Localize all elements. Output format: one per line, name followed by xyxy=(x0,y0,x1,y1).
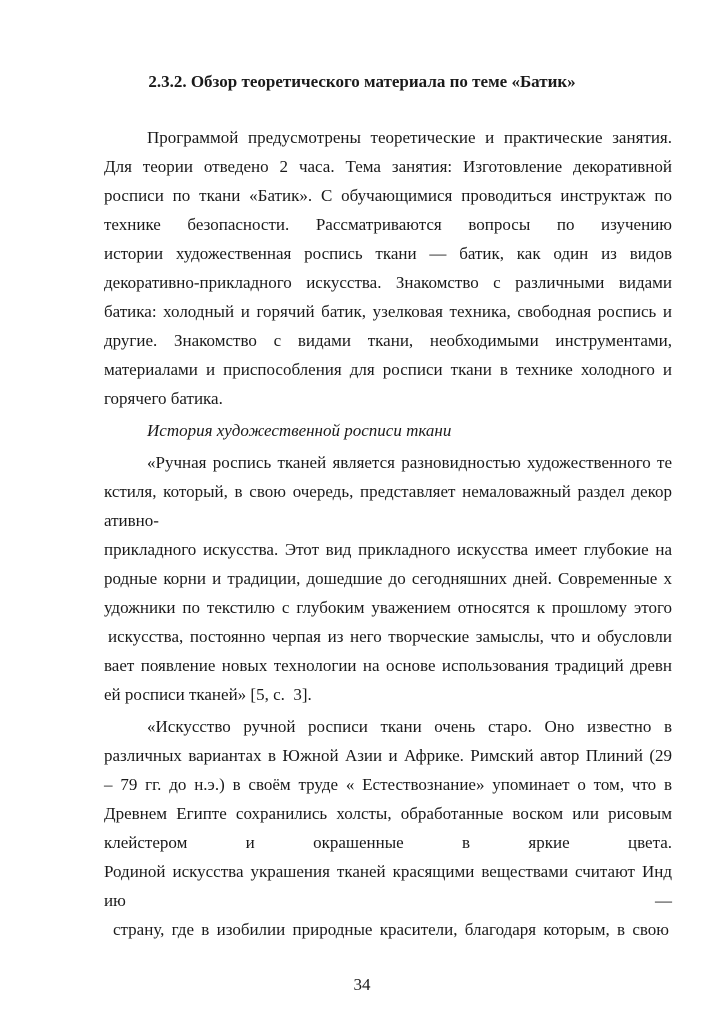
text-line: родные корни и традиции, дошедшие до сегодняшних дней. Современные х xyxy=(104,569,672,588)
text-line: горячего батика. xyxy=(104,389,223,408)
text-line: Древнем Египте сохранились холсты, обработанные воском или рисовым xyxy=(104,804,672,823)
text-line: декоративно-прикладного искусства. Знакомство с различными видами xyxy=(104,273,672,292)
text-line: страну, где в изобилии природные красители, благодаря которым, в свою xyxy=(113,920,669,939)
text-line: прикладного искусства. Этот вид прикладного искусства имеет глубокие на xyxy=(104,540,672,559)
text-line: «Искусство ручной росписи ткани очень старо. Оно известно в xyxy=(147,717,672,736)
text-line: вает появление новых технологии на основе использования традиций древн xyxy=(104,656,672,675)
text-line: батика: холодный и горячий батик, узелковая техника, свободная роспись и xyxy=(104,302,672,321)
subheading: История художественной росписи ткани xyxy=(147,421,452,440)
text-line: ию — xyxy=(104,891,672,910)
text-line: клейстером и окрашенные в яркие цвета. xyxy=(104,833,672,852)
text-line: искусства, постоянно черпая из него творческие замыслы, что и обусловли xyxy=(108,627,672,646)
text-line: Для теории отведено 2 часа. Тема занятия: Изготовление декоративной xyxy=(104,157,672,176)
text-line: технике безопасности. Рассматриваются вопросы по изучению xyxy=(104,215,672,234)
text-line: материалами и приспособления для росписи ткани в технике холодного и xyxy=(104,360,672,379)
text-line: ей росписи тканей» [5, с. 3]. xyxy=(104,685,312,704)
section-title: 2.3.2. Обзор теоретического материала по теме «Батик» xyxy=(148,72,576,91)
text-line: кстиля, который, в свою очередь, представляет немаловажный раздел декор xyxy=(104,482,672,501)
text-line: Родиной искусства украшения тканей красящими веществами считают Инд xyxy=(104,862,672,881)
text-line: другие. Знакомство с видами ткани, необходимыми инструментами, xyxy=(104,331,672,350)
page-number: 34 xyxy=(353,975,371,994)
text-line: Программой предусмотрены теоретические и практические занятия. xyxy=(147,128,672,147)
text-line: росписи по ткани «Батик». С обучающимися проводиться инструктаж по xyxy=(104,186,672,205)
text-line: ативно- xyxy=(104,511,159,530)
text-line: истории художественная роспись ткани — батик, как один из видов xyxy=(104,244,672,263)
text-line: «Ручная роспись тканей является разновидностью художественного те xyxy=(147,453,672,472)
text-line: – 79 гг. до н.э.) в своём труде « Естествознание» упоминает о том, что в xyxy=(104,775,672,794)
text-line: удожники по текстилю с глубоким уважением относятся к прошлому этого xyxy=(104,598,672,617)
text-line: различных вариантах в Южной Азии и Африке. Римский автор Плиний (29 xyxy=(104,746,672,765)
